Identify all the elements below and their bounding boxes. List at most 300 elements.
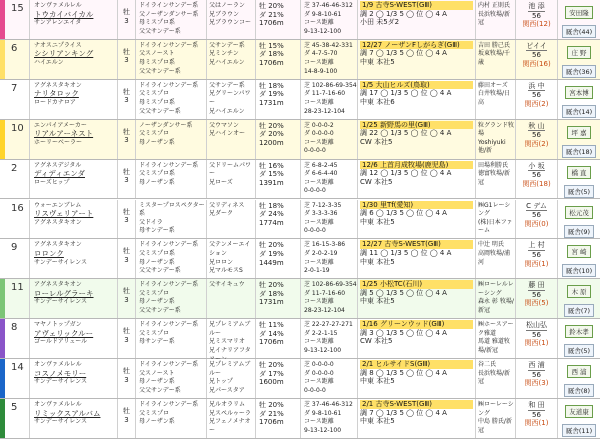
record-line: ダ 2-0-2-19 — [304, 249, 338, 257]
age-label: 3 — [124, 96, 129, 105]
sire-line: 父ミスプロ系 — [139, 170, 176, 178]
rate-line: ダ 18% — [259, 50, 284, 59]
trainer-stable-button[interactable]: 厩舎(7) — [564, 304, 594, 317]
sire-line: 母ミスプロ系 — [139, 98, 176, 106]
trainer-stable-button[interactable]: 厩舎(9) — [564, 225, 594, 238]
record-line: 芝 16-15-3-86 — [304, 241, 346, 249]
sire-line: ドイラインサンデー系 — [139, 81, 199, 89]
sex-age — [118, 359, 136, 398]
jockey-cell — [516, 359, 558, 398]
table-row — [0, 399, 600, 439]
sire-line: ミスタープロスペクター系 — [139, 201, 205, 218]
sibling-name: 父サイキュウ — [209, 281, 245, 289]
trainer-stable-button[interactable]: 厩舎(44) — [562, 25, 596, 38]
rate-line: ダ 20% — [259, 130, 284, 139]
trainer-link-cell — [558, 279, 600, 318]
sibling-name: 兄ハイエルン — [209, 107, 245, 115]
jockey-cell — [516, 120, 558, 159]
sire-line-cell — [136, 279, 207, 318]
owner-name: 田場利勝氏 — [478, 161, 509, 169]
sire-line: 母ノーザン系 — [139, 258, 175, 266]
sex-age — [118, 80, 136, 119]
win-rate-cell — [256, 0, 301, 39]
rate-line: 牡 20% — [259, 121, 284, 130]
horse-name-link[interactable]: ディディエンダ — [34, 169, 85, 179]
race-detail: 調 7 ◯ 1/3 5 ◯ 位 ◯ 4 A — [360, 49, 447, 58]
record-line: コース距離 — [304, 178, 334, 186]
horse-name-link[interactable]: リミックスアルバム — [34, 408, 101, 418]
sibling-name: 父はノーラン — [209, 2, 245, 9]
pedigree-name: アグネスタキオン — [34, 81, 82, 89]
last-race-cell — [358, 40, 476, 79]
course-record-cell — [301, 120, 358, 159]
horse-number: 5 — [5, 399, 30, 438]
horse-number: 11 — [5, 279, 30, 318]
owner-name: 谷二氏 — [478, 361, 497, 369]
weight-value: 56 — [532, 91, 541, 100]
jockey-name-link[interactable]: C デム — [526, 201, 547, 210]
horse-cell — [30, 0, 118, 39]
jockey-name-link[interactable]: 上 村 — [528, 241, 545, 250]
owner-breeder-cell — [476, 279, 516, 318]
record-line: 2-0-1-19 — [304, 267, 330, 275]
rate-line: 牡 16% — [259, 161, 284, 170]
trainer-stable-button[interactable]: 厩舎(36) — [562, 65, 596, 78]
trainer-stable-button[interactable]: 厩舎(5) — [564, 185, 594, 198]
table-row — [0, 359, 600, 399]
course-record-cell — [301, 0, 358, 39]
pedigree-name: ゴールドアリュール — [34, 338, 88, 346]
horse-number: 14 — [5, 359, 30, 398]
sex-label: 牡 — [123, 8, 130, 16]
last-race-cell — [358, 160, 476, 199]
last-race-title[interactable]: 1/25 新野馬の里(GⅢ) — [360, 121, 473, 130]
sire-line: 母ノーザン系 — [139, 418, 175, 426]
sire-line: ドイラインサンデー系 — [139, 41, 199, 49]
record-line: 芝 102-86-69-354 — [304, 281, 357, 289]
sibling-name: 父リディネス — [209, 201, 245, 209]
sibling-name: 兄ブラウンコー — [209, 19, 252, 27]
horse-number: 15 — [5, 0, 30, 39]
siblings-cell — [207, 0, 256, 39]
trainer-link-button[interactable]: 坪 嘉 — [567, 126, 590, 139]
table-row — [0, 200, 600, 240]
record-line: コース距離 — [304, 218, 334, 226]
record-line: コース距離 — [304, 298, 334, 306]
horse-name-link[interactable]: ロロンク — [34, 248, 64, 258]
last-race-title[interactable]: 12/6 上首月成牧場(鹿児島) — [360, 161, 473, 170]
owner-name: ㈱ホースアーク雅道 — [478, 321, 514, 337]
rate-line: ダ 24% — [259, 210, 284, 219]
win-rate-cell — [256, 40, 301, 79]
jockey-name-link[interactable]: 松山弘 — [526, 321, 547, 330]
record-line: コース距離 — [304, 98, 334, 106]
race-detail: CW 本社5 — [360, 137, 393, 146]
age-label: 3 — [124, 176, 129, 185]
trainer-region: 関西(18) — [522, 179, 551, 188]
horse-cell — [30, 359, 118, 398]
sex-age — [118, 279, 136, 318]
rate-line: 1774m — [259, 218, 284, 227]
race-detail: 調 3 ◯ 1/3 5 ◯ 位 ◯ 4 A — [360, 328, 447, 337]
record-line: 28-23-12-104 — [304, 107, 345, 115]
sex-label: 牡 — [123, 247, 130, 256]
horse-name-link[interactable]: コスノメモリー — [34, 368, 87, 378]
horse-name-link[interactable]: アヴェリックルー — [34, 328, 94, 338]
trainer-stable-button[interactable]: 厩舎(10) — [562, 264, 596, 277]
course-record-cell — [301, 160, 358, 199]
rate-line: 牡 11% — [259, 321, 284, 330]
trainer-link-button[interactable]: 宮 崎 — [567, 245, 590, 258]
sire-line-cell — [136, 160, 207, 199]
sire-line: 父父サンデー系 — [139, 267, 181, 275]
horse-cell — [30, 80, 118, 119]
sire-line: 父ドイラ — [139, 218, 163, 226]
owner-name: ㈱ローレルレーシング — [478, 281, 514, 297]
siblings-cell — [207, 359, 256, 398]
race-detail: 中東 本社5 — [360, 217, 395, 226]
rate-line: 牡 18% — [259, 201, 284, 210]
rate-line: 1706m — [259, 19, 284, 28]
trainer-region: 関西(12) — [522, 20, 551, 29]
sex-label: 牡 — [123, 87, 130, 96]
trainer-link-button[interactable]: 庄 野 — [567, 46, 590, 59]
age-label: 3 — [124, 136, 129, 145]
trainer-stable-button[interactable]: 厩舎(14) — [562, 105, 596, 118]
race-detail: 中東 本社5 — [360, 297, 395, 306]
breeder-name: 白井牧場/日高 — [478, 90, 511, 106]
sire-line: 母ノーザン系 — [139, 378, 175, 386]
trainer-link-button[interactable]: 橋 直 — [567, 166, 590, 179]
sex-age — [118, 120, 136, 159]
horse-name-link[interactable]: ナリタロック — [34, 89, 79, 99]
sibling-name: 父テンメーエイション — [209, 241, 251, 257]
course-record-cell — [301, 359, 358, 398]
sire-line: 父父サンデー系 — [139, 307, 181, 315]
age-label: 3 — [124, 16, 129, 25]
breeder-name: 坂東牧場/千歳 — [478, 50, 511, 67]
sibling-name: 父サンデー系 — [209, 41, 245, 49]
sex-label: 牡 — [123, 327, 130, 336]
sire-line-cell — [136, 239, 207, 278]
jockey-name-link[interactable]: ピイイ — [526, 41, 547, 50]
race-detail: 調 8 ◯ 1/3 5 ◯ 位 ◯ 4 A — [360, 368, 447, 377]
table-row — [0, 80, 600, 120]
horse-number: 8 — [5, 319, 30, 358]
siblings-cell — [207, 399, 256, 438]
race-detail: 小田 未5ダ2 — [360, 18, 400, 27]
course-record-cell — [301, 40, 358, 79]
weight-value: 56 — [532, 290, 541, 299]
sire-line: 父ミスプロ — [139, 329, 170, 337]
breeder-name: (株)日本ファーム — [478, 218, 513, 235]
last-race-title[interactable]: 1/30 里Tf(愛知) — [360, 201, 473, 210]
breeder-name: 長浜牧場/新冠 — [478, 10, 511, 27]
sibling-name: 兄トップ — [209, 378, 233, 386]
rate-line: 牡 20% — [259, 361, 284, 370]
trainer-link-cell — [558, 40, 600, 79]
sire-line: 母ノーザン系 — [139, 138, 175, 146]
record-line: 芝 0-0-0-2 — [304, 121, 334, 129]
record-line: コース距離 — [304, 138, 334, 146]
rate-line: 1731m — [259, 98, 284, 107]
rate-line: ダ 21% — [259, 10, 284, 19]
trainer-link-cell — [558, 160, 600, 199]
last-race-title[interactable]: 1/16 グリーンウッド(GⅢ) — [360, 320, 473, 329]
owner-breeder-cell — [476, 319, 516, 358]
rate-line: 1731m — [259, 298, 284, 307]
sire-line: ドイラインサンデー系 — [139, 401, 199, 408]
course-record-cell — [301, 239, 358, 278]
owner-breeder-cell — [476, 359, 516, 398]
trainer-link-button[interactable]: 松元茂 — [565, 206, 593, 219]
race-detail: 中東 本社5 — [360, 58, 395, 67]
sire-line-cell — [136, 0, 207, 39]
sibling-name: 兄プレミアムブルー — [209, 361, 251, 377]
jockey-cell — [516, 319, 558, 358]
jockey-cell — [516, 239, 558, 278]
win-rate-cell — [256, 319, 301, 358]
trainer-link-button[interactable]: 友道康 — [565, 405, 593, 418]
trainer-region: 関西(2) — [524, 99, 549, 108]
breeder-name: 高岡牧場/浦河 — [478, 249, 511, 266]
weight-value: 56 — [532, 370, 541, 379]
breeder-name: Yoshiyuki 他/新 — [478, 138, 506, 155]
record-line: コース距離 — [304, 19, 334, 27]
sibling-name: 父サンデー系 — [209, 81, 245, 89]
siblings-cell — [207, 80, 256, 119]
age-label: 3 — [124, 415, 129, 424]
race-detail: 調 17 ◯ 1/3 5 ◯ 位 ◯ 4 A — [360, 89, 452, 98]
pedigree-name: サンデーサイレンス — [34, 418, 87, 426]
race-detail: CW 本社5 — [360, 177, 393, 186]
horse-cell — [30, 319, 118, 358]
sibling-name: 兄ミスマリオ — [209, 338, 245, 346]
win-rate-cell — [256, 279, 301, 318]
breeder-name: 徳富牧場/新冠 — [478, 170, 511, 186]
last-race-title[interactable]: 2/1 古寺S-WEST(GⅢ) — [360, 400, 473, 409]
horse-name-link[interactable]: シシリアンキング — [34, 49, 94, 59]
sibling-name: 兄グリーンパワー — [209, 90, 251, 106]
jockey-name-link[interactable]: 西 浦 — [528, 361, 545, 370]
sire-line: 父ミスプロ系 — [139, 249, 176, 257]
sibling-name: 兄ローズ — [209, 178, 233, 186]
owner-name: 中辻 明氏 — [478, 241, 504, 249]
record-line: 芝 45-38-42-331 — [304, 41, 353, 49]
age-label: 3 — [124, 295, 129, 304]
jockey-cell — [516, 399, 558, 438]
owner-name: ㈱ローレーシング — [478, 401, 514, 417]
trainer-link-button[interactable]: 木 原 — [567, 285, 590, 298]
siblings-cell — [207, 239, 256, 278]
sex-age — [118, 160, 136, 199]
race-detail: 調 6 ◯ 1/3 5 ◯ 位 ◯ 4 A — [360, 209, 447, 218]
owner-name: 吉田 勝己氏 — [478, 41, 510, 49]
sibling-name: 兄イナリアフタ — [209, 346, 251, 354]
pedigree-name: エンパイアメーカー — [34, 121, 87, 129]
breeder-name: 森永 彰 牧場/新冠 — [478, 298, 514, 315]
course-record-cell — [301, 399, 358, 438]
jockey-cell — [516, 40, 558, 79]
jockey-name-link[interactable]: 池 添 — [528, 2, 545, 10]
course-record-cell — [301, 80, 358, 119]
record-line: ダ 2-2-1-15 — [304, 329, 338, 337]
jockey-name-link[interactable]: 浜 中 — [528, 81, 545, 90]
sire-line: 父ミスプロ — [139, 130, 170, 138]
trainer-stable-button[interactable]: 厩舎(8) — [564, 384, 594, 397]
siblings-cell — [207, 40, 256, 79]
sex-label: 牡 — [123, 407, 130, 415]
sire-line: 父スノースト — [139, 369, 175, 377]
sire-line: 父父サンデー系 — [139, 386, 181, 394]
last-race-title[interactable]: 1/5 大山ヒルズ(鳥取) — [360, 81, 473, 90]
table-row — [0, 239, 600, 279]
trainer-link-cell — [558, 239, 600, 278]
sex-age — [118, 399, 136, 438]
pedigree-name: ナオスニプライス — [34, 41, 82, 49]
trainer-stable-button[interactable]: 厩舎(11) — [562, 424, 596, 437]
horse-cell — [30, 279, 118, 318]
rate-line: 牡 18% — [259, 81, 284, 90]
trainer-link-button[interactable]: 安田隆 — [565, 6, 593, 19]
horse-name-link[interactable]: トウカイバイカル — [34, 9, 94, 19]
sibling-name: 兄スペルゥーラ — [209, 409, 251, 417]
jockey-name-link[interactable]: 秋 山 — [528, 121, 545, 130]
sire-line-cell — [136, 359, 207, 398]
sire-line: 父ミスプロ — [139, 409, 170, 417]
sire-line: 父ノーザンダンサー系 — [139, 10, 199, 18]
last-race-title[interactable]: 1/9 古寺S-WEST(GⅢ) — [360, 1, 473, 10]
trainer-link-button[interactable]: 鈴木孝 — [565, 325, 593, 338]
sire-line-cell — [136, 40, 207, 79]
sire-line-cell — [136, 80, 207, 119]
rate-line: ダ 21% — [259, 409, 284, 418]
age-label: 3 — [124, 375, 129, 384]
record-line: 芝 22-27-27-271 — [304, 321, 353, 329]
record-line: ダ 11-7-16-60 — [304, 289, 346, 297]
record-line: コース距離 — [304, 338, 334, 346]
last-race-cell — [358, 80, 476, 119]
sire-line: 母サンデー系 — [139, 338, 175, 346]
record-line: 0-0-0-0 — [304, 386, 326, 394]
siblings-cell — [207, 200, 256, 239]
sibling-name: 兄ハイエルン — [209, 59, 245, 67]
horse-number: 7 — [5, 80, 30, 119]
pedigree-name: ローズヒップ — [34, 178, 70, 186]
sibling-name: 兄プレミアムブルー — [209, 321, 251, 337]
weight-value: 56 — [532, 171, 541, 180]
horse-number: 9 — [5, 239, 30, 278]
sibling-name: 兄ブラウン — [209, 10, 240, 18]
sex-label: 牡 — [123, 207, 130, 216]
weight-value: 56 — [532, 51, 541, 60]
race-detail: 調 22 ◯ 1/3 5 ◯ 位 ◯ 4 A — [360, 129, 452, 138]
owner-breeder-cell — [476, 40, 516, 79]
race-detail: 調 11 ◯ 1/3 5 ◯ 位 ◯ 4 A — [360, 248, 452, 257]
horse-name-link[interactable]: リアルアーネスト — [34, 129, 94, 139]
sex-label: 牡 — [123, 127, 130, 136]
rate-line: ダ 17% — [259, 369, 284, 378]
record-line: 0-0-0-0 — [304, 147, 326, 155]
weight-value: 56 — [532, 211, 541, 220]
record-line: ダ 4-7-5-70 — [304, 50, 338, 58]
owner-breeder-cell — [476, 160, 516, 199]
trainer-link-cell — [558, 80, 600, 119]
sire-line: 父ミスプロ — [139, 90, 170, 98]
trainer-link-button[interactable]: 宮本博 — [565, 86, 593, 99]
pedigree-name: オンヴァメルレル — [34, 361, 82, 369]
jockey-name-link[interactable]: 和 田 — [528, 401, 545, 409]
rate-line: 1200m — [259, 138, 284, 147]
sire-line: ドイラインサンデー系 — [139, 2, 199, 9]
last-race-title[interactable]: 12/27 ノーザンFしがらぎ(GⅢ) — [360, 41, 473, 50]
record-line: コース距離 — [304, 59, 334, 67]
trainer-region: 関西(5) — [524, 299, 549, 308]
jockey-name-link[interactable]: 小 坂 — [528, 161, 545, 170]
sex-age — [118, 319, 136, 358]
pedigree-name: アグネスデジタル — [34, 161, 82, 169]
rate-line: 1706m — [259, 418, 284, 427]
record-line: ダ 0-0-0-0 — [304, 130, 334, 138]
race-detail: 調 7 ◯ 1/3 5 ◯ 位 ◯ 4 A — [360, 408, 447, 417]
record-line: コース距離 — [304, 378, 334, 386]
trainer-stable-button[interactable]: 厩舎(18) — [562, 145, 596, 158]
race-detail: 中東 本社6 — [360, 97, 395, 106]
last-race-cell — [358, 200, 476, 239]
jockey-cell — [516, 80, 558, 119]
jockey-cell — [516, 0, 558, 39]
sire-line: 母ミスプロ系 — [139, 59, 176, 67]
jockey-name-link[interactable]: 藤 田 — [528, 281, 545, 290]
rate-line: ダ 15% — [259, 170, 284, 179]
horse-name-link[interactable]: リスヴェリアート — [34, 209, 94, 219]
win-rate-cell — [256, 359, 301, 398]
last-race-title[interactable]: 2/1 ヒルサイドS(GⅢ) — [360, 360, 473, 369]
weight-value: 56 — [532, 330, 541, 339]
trainer-link-button[interactable]: 西 浦 — [567, 365, 590, 378]
sire-line: ドイラインサンデー系 — [139, 241, 199, 249]
sire-line: ノーザンダンサー系 — [139, 121, 193, 129]
owner-name: 藤田オーズ — [478, 81, 508, 89]
horse-number: 6 — [5, 40, 30, 79]
pedigree-name: ハイエルン — [34, 59, 64, 67]
record-line: ダ 9-8-10-61 — [304, 409, 342, 417]
trainer-region: 関西(1) — [524, 259, 549, 268]
horse-cell — [30, 40, 118, 79]
last-race-title[interactable]: 12/27 古寺S-WEST(GⅢ) — [360, 240, 473, 249]
horse-number: 16 — [5, 200, 30, 239]
record-line: 9-13-12-100 — [304, 426, 342, 434]
pedigree-name: アグネスタキオン — [34, 218, 82, 226]
sire-line: ドイラインサンデー系 — [139, 161, 199, 169]
weight-value: 56 — [532, 410, 541, 419]
trainer-stable-button[interactable]: 厩舎(5) — [564, 344, 594, 357]
last-race-title[interactable]: 1/25 小松TC(石川) — [360, 280, 473, 289]
record-line: コース距離 — [304, 418, 334, 426]
course-record-cell — [301, 279, 358, 318]
record-line: 0-0-0-0 — [304, 187, 326, 195]
sire-line: 母ミスプロ系 — [139, 19, 176, 27]
last-race-cell — [358, 0, 476, 39]
horse-name-link[interactable]: ローレルグラーキ — [34, 288, 94, 298]
record-line: ダ 3-3-3-36 — [304, 210, 338, 218]
sire-line-cell — [136, 319, 207, 358]
trainer-region: 関西(0) — [524, 219, 549, 228]
rate-line: 1706m — [259, 338, 284, 347]
trainer-region: 関西(1) — [524, 339, 549, 348]
rate-line: ダ 14% — [259, 329, 284, 338]
sibling-name: 兄ミンチン — [209, 50, 239, 58]
